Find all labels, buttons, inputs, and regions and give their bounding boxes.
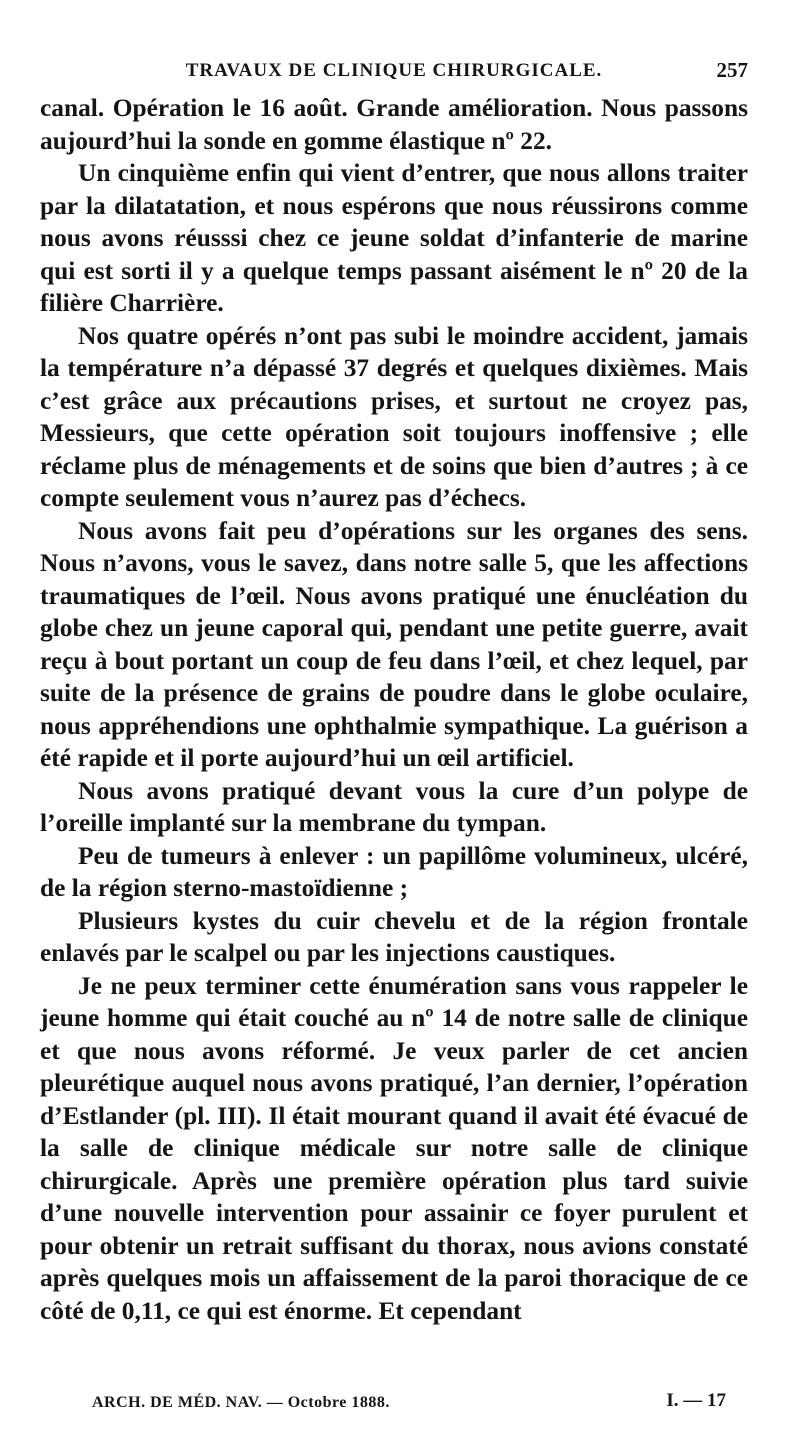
paragraph-3: Nos quatre opérés n’ont pas subi le moindre accident, jamais la température n’a dépassé 37 degrés et quelques dixièmes. Mais c’est grâce aux précautions prises, et surtout ne croyez pas, Messieurs, que cette opération soit toujours inoffensive ; elle réclame plus de ménagements et de soins que bien d’autres ; à ce compte seulement vous n’aurez pas d’échecs. bbox=[40, 321, 748, 512]
journal-citation: ARCH. DE MÉD. NAV. — Octobre 1888. bbox=[92, 1394, 390, 1411]
paragraph-7: Plusieurs kystes du cuir chevelu et de la région frontale enlavés par le scalpel ou par les injections caustiques. bbox=[40, 906, 748, 967]
page-footer bbox=[40, 1390, 748, 1418]
paragraph-4: Nous avons fait peu d’opérations sur les organes des sens. Nous n’avons, vous le savez, dans notre salle 5, que les affections traumatiques de l’œil. Nous avons pratiqué une énucléation du globe chez un jeune caporal qui, pendant une petite guerre, avait reçu à bout portant un coup de feu dans l’œil, et chez lequel, par suite de la présence de grains de poudre dans le globe oculaire, nous appréhendions une ophthalmie sympathique. La guérison a été rapide et il porte aujourd’hui un œil artificiel. bbox=[40, 516, 748, 772]
running-head bbox=[40, 58, 748, 86]
page-number: 257 bbox=[716, 58, 748, 82]
paragraph-8: Je ne peux terminer cette énumération sans vous rappeler le jeune homme qui était couché au nº 14 de notre salle de clinique et que nous avons réformé. Je veux parler de cet ancien pleurétique auquel nous avons pratiqué, l’an dernier, l’opération d’Estlander (pl. III). Il était mourant quand il avait été évacué de la salle de clinique médicale sur notre salle de clinique chirurgicale. Après une première opération plus tard suivie d’une nouvelle intervention pour assainir ce foyer purulent et pour obtenir un retrait suffisant du thorax, nous avions constaté après quelques mois un affaissement de la paroi thoracique de ce côté de 0,11, ce qui est énorme. Et cependant bbox=[40, 971, 748, 1325]
running-title: TRAVAUX DE CLINIQUE CHIRURGICALE. bbox=[185, 60, 603, 81]
body-text bbox=[40, 92, 748, 1327]
paragraph-6: Peu de tumeurs à enlever : un papillôme volumineux, ulcéré, de la région sterno-mastoïdienne ; bbox=[40, 841, 748, 902]
signature-mark: I. — 17 bbox=[666, 1390, 726, 1411]
book-page bbox=[40, 0, 748, 1429]
paragraph-1: canal. Opération le 16 août. Grande amélioration. Nous passons aujourd’hui la sonde en gomme élastique nº 22. bbox=[40, 94, 748, 155]
paragraph-5: Nous avons pratiqué devant vous la cure d’un polype de l’oreille implanté sur la membrane du tympan. bbox=[40, 776, 748, 837]
paragraph-2: Un cinquième enfin qui vient d’entrer, que nous allons traiter par la dilatatation, et nous espérons que nous réussirons comme nous avons réusssi chez ce jeune soldat d’infanterie de marine qui est sorti il y a quelque temps passant aisément le nº 20 de la filière Charrière. bbox=[40, 159, 748, 317]
